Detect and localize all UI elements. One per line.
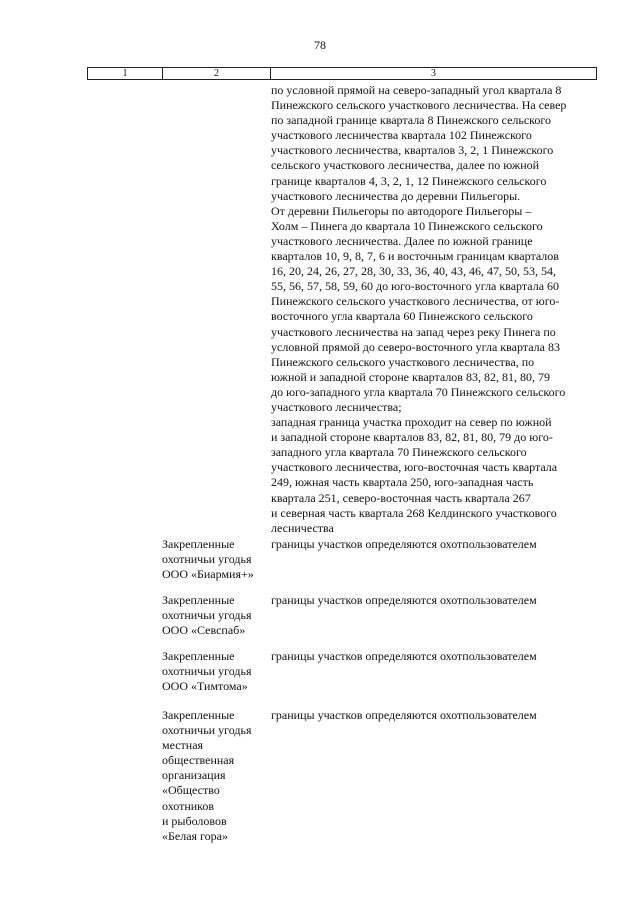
boundary-description-continued: по условной прямой на северо-западный угол квартала 8 Пинежского сельского участкового лесничества. На север по западной границе квартала 8 Пинежского сельского участкового лесничества квартала 102 Пинежского участкового лесничества, кварталов 3, 2, 1 Пинежского сельского участкового лесничества, далее по южной границе кварталов 4, 3, 2, 1, 12 Пинежского сельского участкового лесничества до деревни Пильегоры. От деревни Пильегоры по автодороге Пильегоры – Холм – Пинега до квартала 10 Пинежского сельского участкового лесничества. Далее по южной границе кварталов 10, 9, 8, 7, 6 и восточным границам кварталов 16, 20, 24, 26, 27, 28, 30, 33, 36, 40, 43, 46, 47, 50, 53, 54, 55, 56, 57, 58, 59, 60 до юго-восточного угла квартала 60 Пинежского сельского участкового лесничества, от юго- восточного угла квартала 60 Пинежского сельского участкового лесничества на запад через реку Пинега по условной прямой до северо-восточного угла квартала 83 Пинежского сельского участкового лесничества, по южной и западной стороне кварталов 83, 82, 81, 80, 79 до юго-западного угла квартала 70 Пинежского сельского участкового лесничества; западная граница участка проходит на север по южной и западной стороне кварталов 83, 82, 81, 80, 79 до юго- западного угла квартала 70 Пинежского сельского участкового лесничества, юго-восточная часть квартала 249, южная часть квартала 250, юго-западная часть квартала 251, северо-восточная часть квартала 267 и северная часть квартала 268 Келдинского участкового лесничества bbox=[271, 83, 567, 535]
row-4-description: границы участков определяются охотпользователем bbox=[271, 708, 537, 722]
table-header-row bbox=[87, 67, 597, 80]
row-2-description: границы участков определяются охотпользователем bbox=[271, 593, 537, 607]
page-number: 78 bbox=[314, 38, 326, 52]
column-header-2: 2 bbox=[163, 68, 271, 79]
column-header-3: 3 bbox=[431, 68, 436, 79]
row-3-name: Закрепленные охотничьи угодья ООО «Тимтома» bbox=[162, 649, 252, 694]
row-1-name: Закрепленные охотничьи угодья ООО «Биармия+» bbox=[162, 537, 254, 582]
row-3-description: границы участков определяются охотпользователем bbox=[271, 649, 537, 663]
row-2-name: Закрепленные охотничьи угодья ООО «Севспаб» bbox=[162, 593, 252, 638]
row-1-description: границы участков определяются охотпользователем bbox=[271, 537, 537, 551]
column-header-1: 1 bbox=[88, 68, 163, 79]
row-4-name: Закрепленные охотничьи угодья местная общественная организация «Общество охотников и рыболовов «Белая гора» bbox=[162, 708, 252, 843]
